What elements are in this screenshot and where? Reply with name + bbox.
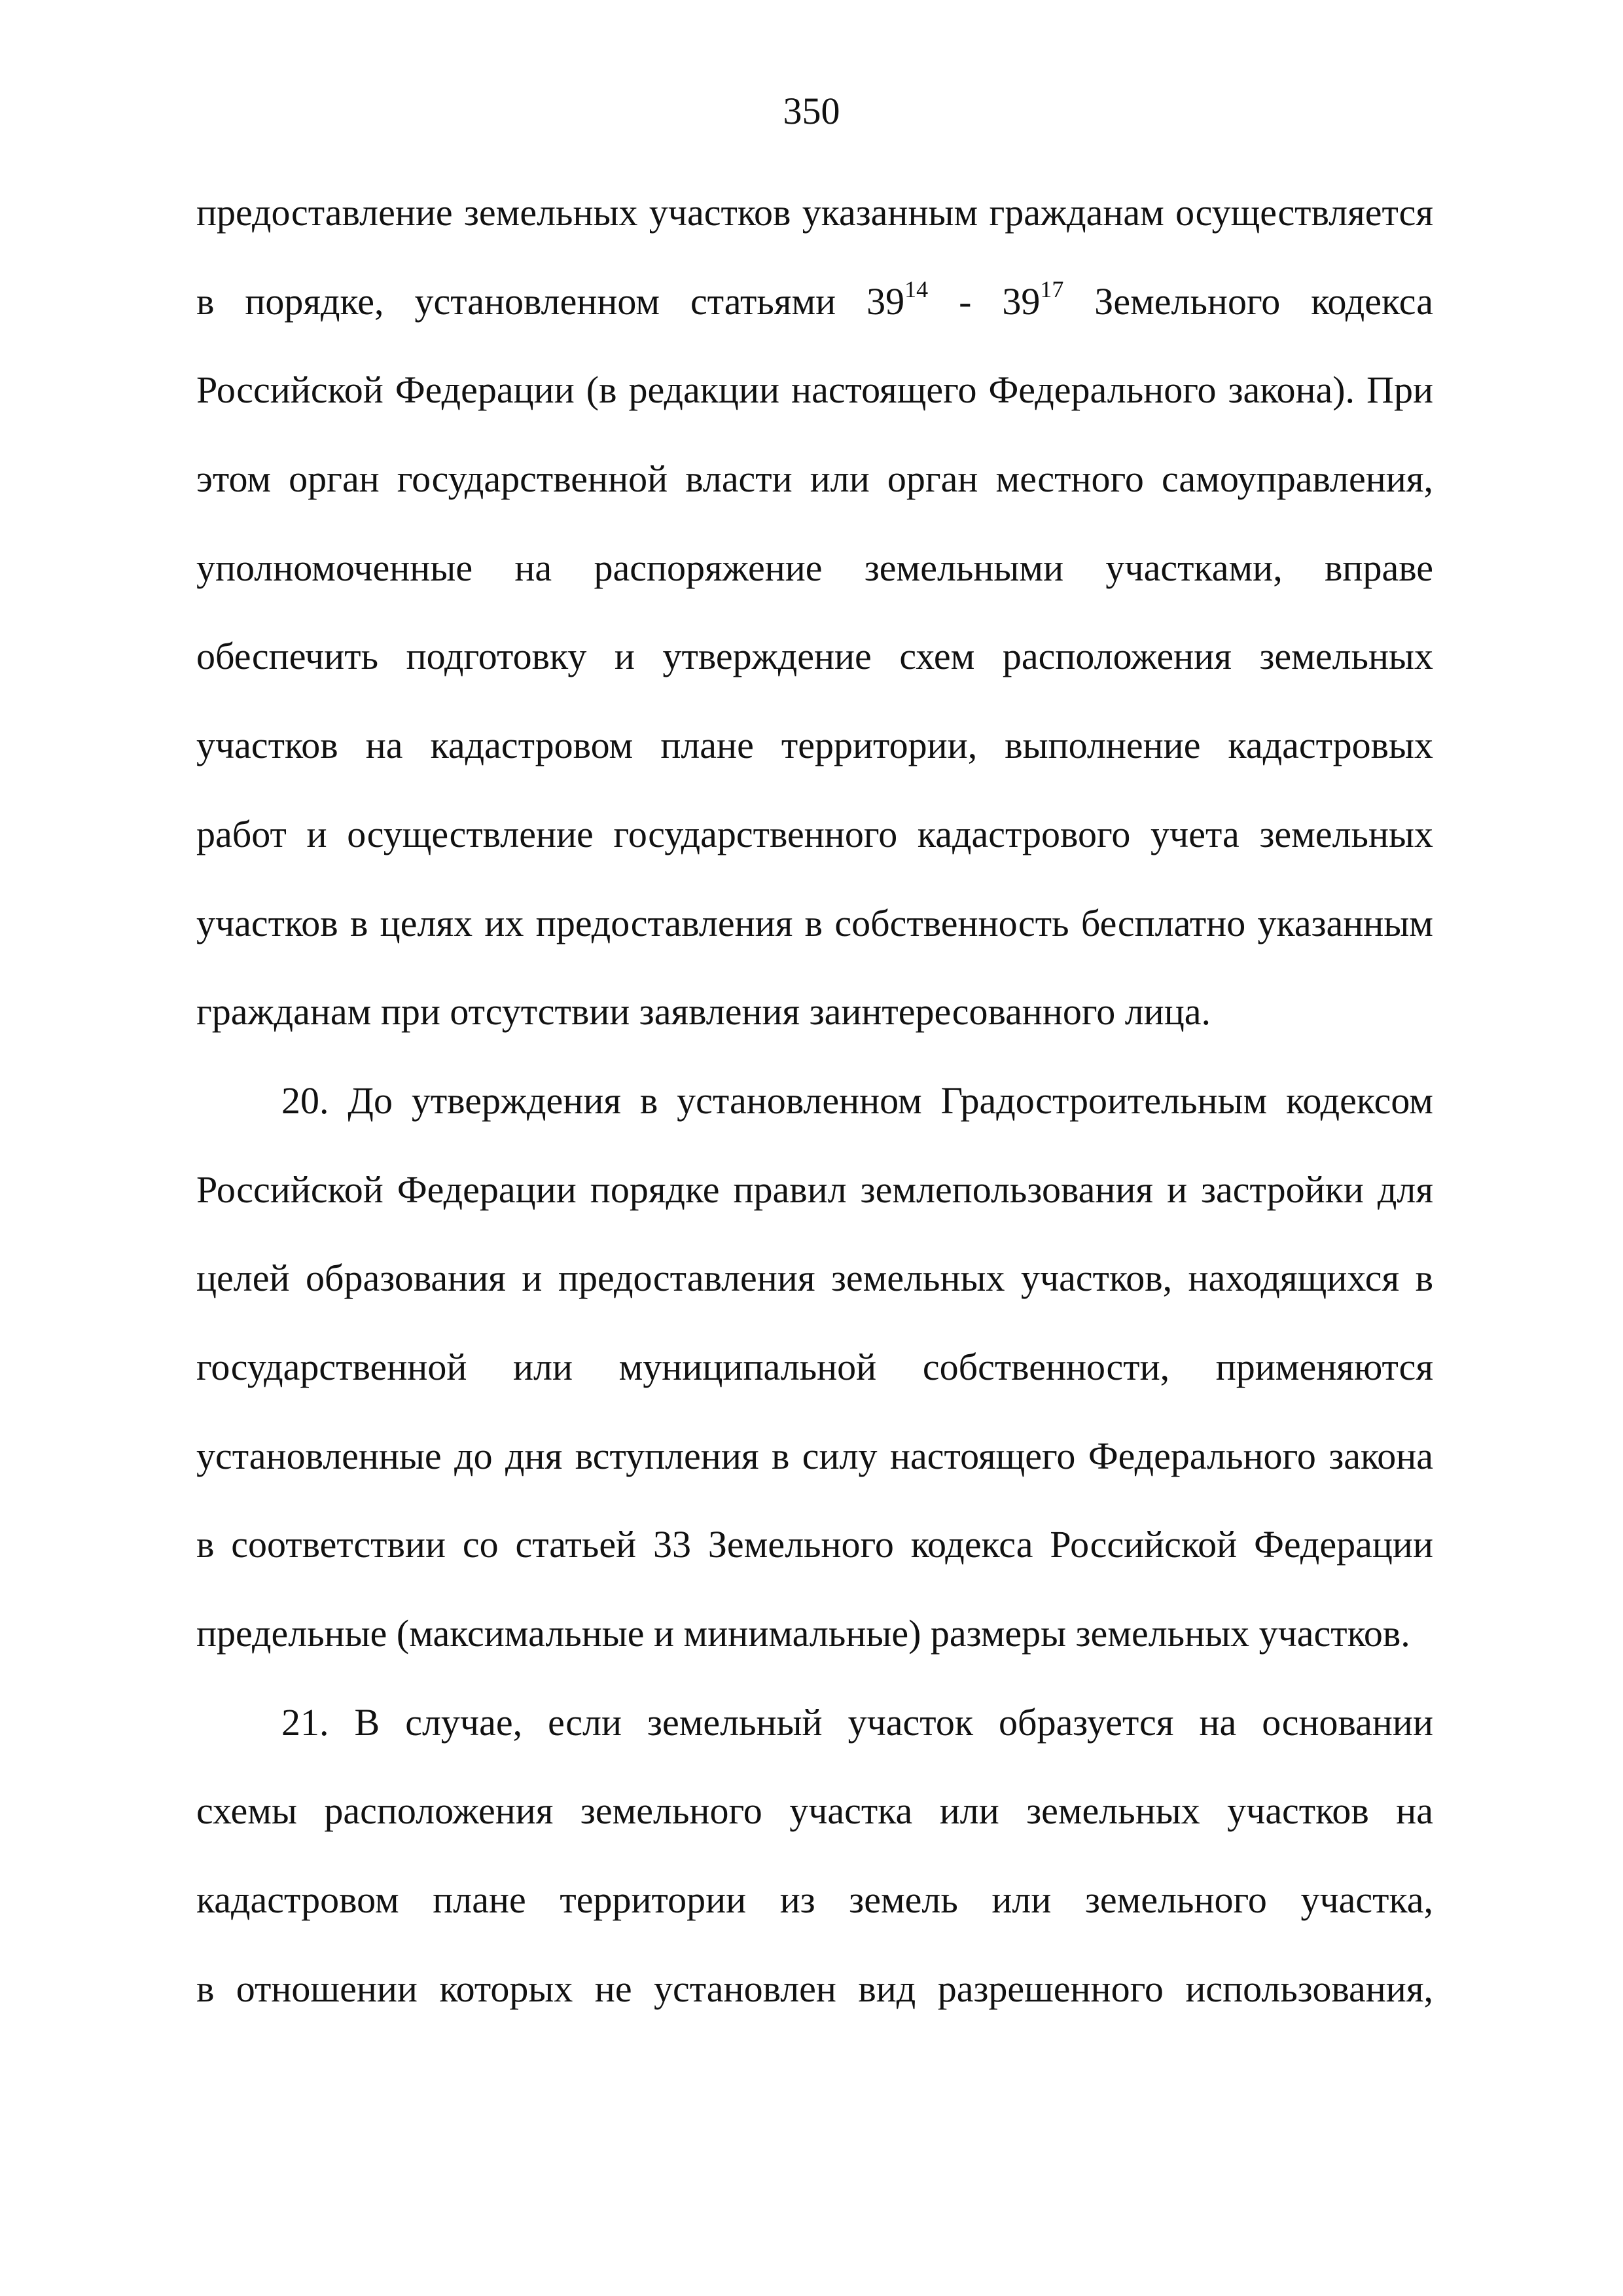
text-line: в соответствии со статьей 33 Земельного кодекса Российской Федерации xyxy=(196,1523,1433,1566)
text-line: предельные (максимальные и минимальные) размеры земельных участков. xyxy=(196,1612,1410,1655)
page-number: 350 xyxy=(783,90,840,132)
text-line: целей образования и предоставления земельных участков, находящихся в xyxy=(196,1257,1433,1300)
paragraph-start-line: 20. До утверждения в установленном Градостроительным кодексом xyxy=(281,1079,1433,1122)
text-line: в отношении которых не установлен вид разрешенного использования, xyxy=(196,1967,1433,2010)
text-line: гражданам при отсутствии заявления заинтересованного лица. xyxy=(196,990,1211,1033)
text-line: схемы расположения земельного участка или земельных участков на xyxy=(196,1789,1433,1833)
paragraph-start-line: 21. В случае, если земельный участок образуется на основании xyxy=(281,1700,1433,1744)
text-line: государственной или муниципальной собственности, применяются xyxy=(196,1345,1433,1388)
text-line: обеспечить подготовку и утверждение схем расположения земельных xyxy=(196,635,1433,678)
text-line: предоставление земельных участков указанным гражданам осуществляется xyxy=(196,191,1433,234)
text-line: кадастровом плане территории из земель или земельного участка, xyxy=(196,1878,1433,1922)
superscript: 14 xyxy=(904,276,929,302)
document-body xyxy=(196,187,1433,2051)
text-line: работ и осуществление государственного кадастрового учета земельных xyxy=(196,812,1433,855)
text-line: уполномоченные на распоряжение земельными участками, вправе xyxy=(196,546,1433,589)
text-fragment: в порядке, установленном статьями 39 xyxy=(196,279,905,323)
text-line xyxy=(196,276,1433,365)
text-fragment: Земельного кодекса xyxy=(1063,279,1433,323)
text-line: участков в целях их предоставления в собственность бесплатно указанным xyxy=(196,901,1433,944)
text-line: этом орган государственной власти или орган местного самоуправления, xyxy=(196,457,1433,501)
text-line: Российской Федерации порядке правил землепользования и застройки для xyxy=(196,1168,1433,1211)
superscript: 17 xyxy=(1040,276,1064,302)
text-line: установленные до дня вступления в силу настоящего Федерального закона xyxy=(196,1434,1433,1477)
text-fragment: - 39 xyxy=(928,279,1041,323)
text-line: Российской Федерации (в редакции настоящего Федерального закона). При xyxy=(196,368,1433,412)
text-line: участков на кадастровом плане территории, выполнение кадастровых xyxy=(196,724,1433,767)
